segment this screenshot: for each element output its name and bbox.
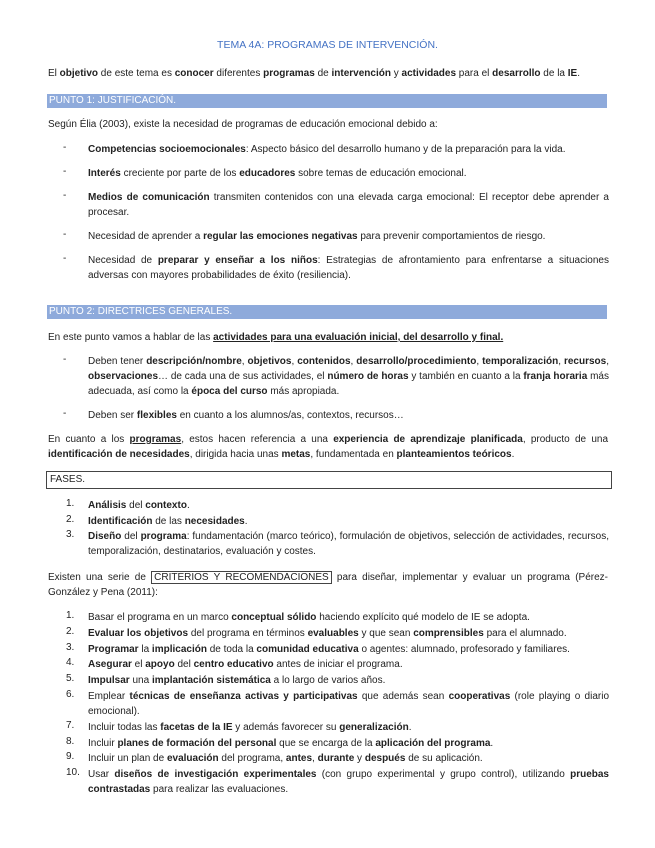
- list-item: Incluir todas las facetas de la IE y además favorecer su generalización.: [88, 722, 412, 733]
- list-item: Interés creciente por parte de los educadores sobre temas de educación emocional.: [88, 168, 467, 179]
- list-item: Basar el programa en un marco conceptual sólido haciendo explícito qué modelo de IE se adopta.: [88, 612, 530, 623]
- list-item: Necesidad de aprender a regular las emociones negativas para prevenir comportamientos de riesgo.: [88, 231, 546, 242]
- bullet-marker: -: [63, 354, 67, 365]
- list-item: Evaluar los objetivos del programa en términos evaluables y que sean comprensibles para el alumnado.: [88, 628, 567, 639]
- list-item: Análisis del contexto.: [88, 500, 190, 511]
- list-item: Usar diseños de investigación experimentales (con grupo experimental y grupo control), utilizando pruebas contrastadas para realizar las evaluaciones.: [88, 769, 609, 795]
- bullet-marker: -: [63, 190, 67, 201]
- list-number: 9.: [66, 751, 75, 762]
- programas-paragraph: En cuanto a los programas, estos hacen referencia a una experiencia de aprendizaje planificada, producto de una identificación de necesidades, dirigida hacia unas metas, fundamentada en planteamientos teóricos.: [48, 434, 609, 460]
- list-item: Incluir planes de formación del personal que se encarga de la aplicación del programa.: [88, 738, 494, 749]
- section-heading-punto1: PUNTO 1: JUSTIFICACIÓN.: [47, 94, 607, 108]
- intro-paragraph: El objetivo de este tema es conocer diferentes programas de intervención y actividades para el desarrollo de la IE.: [48, 68, 580, 79]
- bullet-marker: -: [63, 408, 67, 419]
- punto1-lead: Según Élia (2003), existe la necesidad de programas de educación emocional debido a:: [48, 119, 438, 130]
- list-item: Programar la implicación de toda la comunidad educativa o agentes: alumnado, profesorado y familiares.: [88, 644, 570, 655]
- page-title: TEMA 4A: PROGRAMAS DE INTERVENCIÓN.: [217, 39, 438, 51]
- list-item: Asegurar el apoyo del centro educativo antes de iniciar el programa.: [88, 659, 403, 670]
- criterios-boxed-label: CRITERIOS Y RECOMENDACIONES: [151, 571, 332, 584]
- list-number: 2.: [66, 626, 75, 637]
- list-item: Emplear técnicas de enseñanza activas y participativas que además sean cooperativas (role playing o diario emocional).: [88, 691, 610, 717]
- list-item: Deben tener descripción/nombre, objetivos, contenidos, desarrollo/procedimiento, temporalización, recursos, observaciones… de cada una de sus actividades, el número de horas y también en cuanto a la franja horaria más adecuada, así como la época del curso más apropiada.: [88, 356, 609, 397]
- criterios-intro: Existen una serie de CRITERIOS Y RECOMENDACIONES para diseñar, implementar y evaluar un programa (Pérez-González y Pena (2011):: [48, 572, 608, 598]
- section-heading-punto2: PUNTO 2: DIRECTRICES GENERALES.: [47, 305, 607, 319]
- list-number: 2.: [66, 514, 75, 525]
- list-item: Deben ser flexibles en cuanto a los alumnos/as, contextos, recursos…: [88, 410, 404, 421]
- list-number: 3.: [66, 529, 75, 540]
- list-item: Medios de comunicación transmiten contenidos con una elevada carga emocional: El receptor debe aprender a procesar.: [88, 192, 609, 218]
- list-number: 6.: [66, 689, 75, 700]
- bullet-marker: -: [63, 229, 67, 240]
- list-item: Diseño del programa: fundamentación (marco teórico), formulación de objetivos, selección de actividades, recursos, temporalización, destinatarios, evaluación y costes.: [88, 531, 609, 557]
- list-number: 8.: [66, 736, 75, 747]
- list-item: Identificación de las necesidades.: [88, 516, 248, 527]
- list-number: 10.: [66, 767, 80, 778]
- list-item: Impulsar una implantación sistemática a lo largo de varios años.: [88, 675, 386, 686]
- fases-box: FASES.: [46, 471, 612, 489]
- list-item: Competencias socioemocionales: Aspecto básico del desarrollo humano y de la preparación para la vida.: [88, 144, 566, 155]
- list-item: Incluir un plan de evaluación del programa, antes, durante y después de su aplicación.: [88, 753, 483, 764]
- bullet-marker: -: [63, 166, 67, 177]
- list-number: 4.: [66, 657, 75, 668]
- list-number: 3.: [66, 642, 75, 653]
- list-number: 1.: [66, 498, 75, 509]
- list-number: 5.: [66, 673, 75, 684]
- list-number: 1.: [66, 610, 75, 621]
- list-item: Necesidad de preparar y enseñar a los niños: Estrategias de afrontamiento para enfrentarse a situaciones adversas con mayores probabilidades de éxito (resiliencia).: [88, 255, 609, 281]
- punto2-lead: En este punto vamos a hablar de las actividades para una evaluación inicial, del desarrollo y final.: [48, 332, 504, 343]
- bullet-marker: -: [63, 142, 67, 153]
- bullet-marker: -: [63, 253, 67, 264]
- list-number: 7.: [66, 720, 75, 731]
